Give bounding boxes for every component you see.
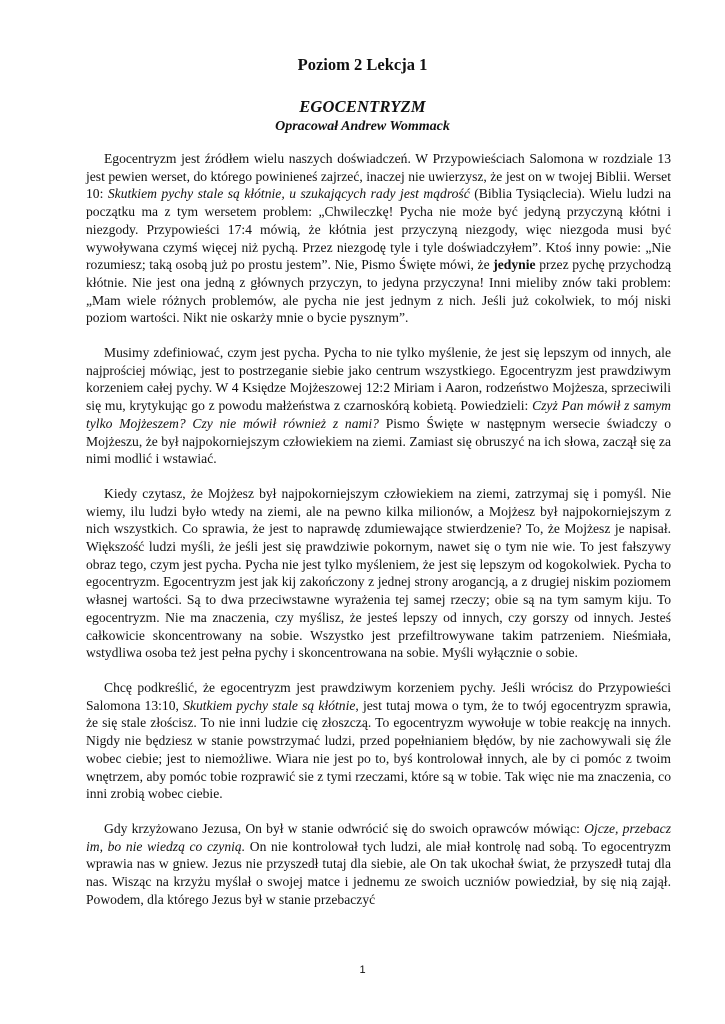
- bold-emphasis: jedynie: [493, 257, 536, 273]
- text-segment: przez pychę przychodzą kłótnie. Nie jest ona jedną z głównych przyczyn, to jedyna przyczyna! Inni mieliby znów taki problem: „Mam wiele różnych problemów, ale pycha nie jest jednym z nich. Jeśli już cokolwiek, to mój niski poziom wartości. Nikt nie oskarży mnie o bycie pysznym”.: [86, 257, 671, 326]
- text-segment: Egocentryzm jest źródłem wielu naszych doświadczeń. W Przypowieściach Salomona w rozdziale 13 jest pewien werset, do którego powinieneś zajrzeć, inaczej nie uwierzysz, że jest on w twojej Biblii. Werset 10:: [86, 151, 671, 202]
- text-segment: Kiedy czytasz, że Mojżesz był najpokorniejszym człowiekiem na ziemi, zatrzymaj się i pomyśl. Nie wiemy, ilu ludzi było wtedy na ziemi, ale na pewno kilka milionów, a Mojżesz był najpokorniejszym z nich wszystkich. Co sprawia, że jest to naprawdę zdumiewające stwierdzenie? To, że Mojżesz je napisał. Większość ludzi myśli, że jeśli jest się prawdziwie pokornym, nawet się o tym nie wie. To jest fałszywy obraz tego, czym jest pycha. Pycha nie jest tylko myśleniem, że jest się lepszym od kogokolwiek. Pycha to egocentryzm. Egocentryzm jest jak kij zakończony z jednej strony arogancją, a z drugiej niskim poziomem własnej wartości. Są to dwa przeciwstawne wyrażenia tej samej rzeczy; obie są na tym samym kiju. To egocentryzm. Nie ma znaczenia, czy myślisz, że jesteś lepszy od innych, czy gorszy od innych. Jesteś całkowicie skoncentrowany na sobie. Wszystko jest przefiltrowywane takim patrzeniem. Nieśmiała, wstydliwa osoba też jest pełna pychy i skoncentrowana na sobie. Myśli wyłącznie o sobie.: [86, 485, 671, 661]
- document-body: [86, 150, 671, 925]
- paragraph: [86, 150, 671, 327]
- italic-quote: Skutkiem pychy stale są kłótnie, u szukających rady jest mądrość: [107, 186, 470, 202]
- paragraph: [86, 679, 671, 803]
- text-segment: Chcę podkreślić, że egocentryzm jest prawdziwym korzeniem pychy. Jeśli wrócisz do Przypowieści Salomona 13:10,: [86, 679, 671, 713]
- document-title: EGOCENTRYZM: [299, 97, 426, 116]
- paragraph: [86, 485, 671, 662]
- author-line: Opracował Andrew Wommack: [275, 119, 450, 134]
- text-segment: , jest tutaj mowa o tym, że to twój egocentryzm sprawia, że się stale złościsz. To nie inni ludzie cię złoszczą. To egocentryzm wywołuje w tobie reakcję na innych. Nigdy nie będziesz w stanie powstrzymać ludzi, przed popełnianiem błędów, by nie zachowywali się źle wobec ciebie; jest to niemożliwe. Wiara nie jest po to, byś kontrolował innych, ale by ci pomóc z twoim wnętrzem, aby pomóc tobie rozprawić sie z tymi rzeczami, które są w tobie. Tak więc nie ma znaczenia, co inni zrobią wobec ciebie.: [86, 697, 672, 802]
- paragraph: [86, 344, 671, 468]
- text-segment: Gdy krzyżowano Jezusa, On był w stanie odwrócić się do swoich oprawców mówiąc:: [104, 820, 585, 836]
- page-number: 1: [359, 964, 366, 976]
- text-segment: On nie kontrolował tych ludzi, ale miał kontrolę nad sobą. To egocentryzm wprawia nas w gniew. Jezus nie przyszedł tutaj dla siebie, ale On tak ukochał świat, że przyszedł tutaj dla nas. Wisząc na krzyżu myślał o swojej matce i jednemu ze swoich uczniów powiedział, by się nią zajął. Powodem, dla którego Jezus był w stanie przebaczyć: [86, 838, 672, 907]
- italic-quote: Skutkiem pychy stale są kłótnie: [183, 697, 356, 713]
- paragraph: [86, 820, 671, 909]
- italic-quote: Ojcze, przebacz im, bo nie wiedzą co czynią.: [86, 820, 671, 854]
- text-segment: Musimy zdefiniować, czym jest pycha. Pycha to nie tylko myślenie, że jest się lepszym od innych, ale najprościej mówiąc, jest to postrzeganie siebie jako centrum wszystkiego. Egocentryzm jest prawdziwym korzeniem całej pychy. W 4 Księdze Mojżeszowej 12:2 Miriam i Aaron, rodzeństwo Mojżesza, sprzeciwili się mu, krytykując go z powodu małżeństwa z czarnoskórą kobietą. Powiedzieli:: [86, 345, 671, 414]
- italic-quote: Czyż Pan mówił z samym tylko Mojżeszem? Czy nie mówił również z nami?: [86, 398, 671, 431]
- text-segment: (Biblia Tysiąclecia). Wielu ludzi na początku ma z tym wersetem problem: „Chwileczkę! Pycha nie może być jedyną przyczyną kłótni i niezgody. Przypowieści 17:4 mówią, że kłótnia jest przyczyną niezgody, więc niezgoda musi być wywoływana czymś więcej niż pychą. Przez niezgodę tyle i tyle doświadczyłem”. Ktoś inny powie: „Nie rozumiesz; taką osobą już po prostu jestem”. Nie, Pismo Święte mówi, że: [86, 186, 671, 273]
- text-segment: Pismo Święte w następnym wersecie świadczy o Mojżeszu, że był najpokorniejszym człowiekiem na ziemi. Zamiast się obruszyć na ich słowa, zaczął się za nimi modlić i wstawiać.: [86, 415, 672, 467]
- lesson-heading: Poziom 2 Lekcja 1: [297, 55, 428, 74]
